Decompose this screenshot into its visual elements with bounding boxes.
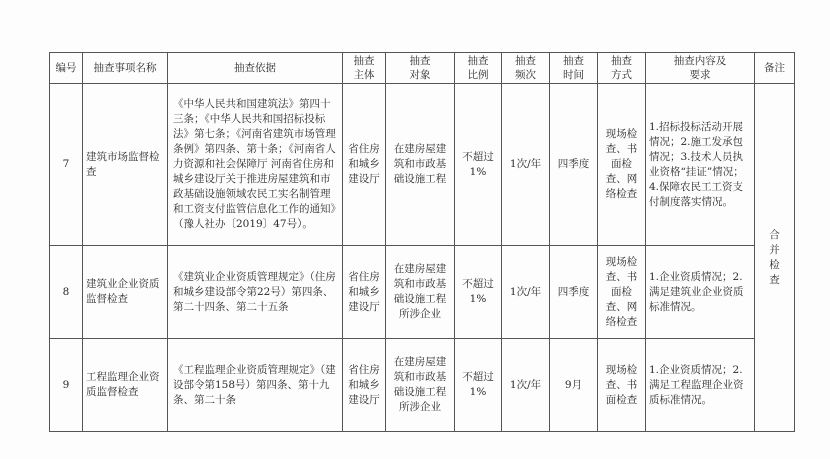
header-freq bbox=[502, 53, 550, 84]
cell-no: 8 bbox=[50, 246, 83, 339]
header-ratio bbox=[455, 53, 502, 84]
cell-method: 现场检查、书面检查 bbox=[598, 339, 646, 432]
cell-basis: 《工程监理企业资质管理规定》（建设部令第158号）第四条、第十九条、第二十条 bbox=[168, 339, 343, 432]
cell-subject: 省住房和城乡建设厅 bbox=[343, 339, 386, 432]
header-subject-text: 抽查主体 bbox=[353, 55, 375, 81]
header-time bbox=[550, 53, 598, 84]
cell-target: 在建房屋建筑和市政基础设施工程所涉企业 bbox=[386, 246, 455, 339]
cell-content: 1.企业资质情况；2.满足工程监理企业资质标准情况。 bbox=[646, 339, 755, 432]
cell-time: 9月 bbox=[550, 339, 598, 432]
cell-name: 建筑市场监督检查 bbox=[83, 84, 168, 246]
cell-no: 9 bbox=[50, 339, 83, 432]
cell-name: 工程监理企业资质监督检查 bbox=[83, 339, 168, 432]
cell-target: 在建房屋建筑和市政基础设施工程 bbox=[386, 84, 455, 246]
cell-subject: 省住房和城乡建设厅 bbox=[343, 246, 386, 339]
remark-text: 合并检查 bbox=[769, 228, 780, 286]
inspection-table bbox=[49, 52, 795, 432]
header-basis: 抽查依据 bbox=[168, 53, 343, 84]
header-name: 抽查事项名称 bbox=[83, 53, 168, 84]
cell-time: 四季度 bbox=[550, 84, 598, 246]
cell-name: 建筑业企业资质监督检查 bbox=[83, 246, 168, 339]
cell-content: 1.招标投标活动开展情况；2.施工发承包情况；3.技术人员执业资格“挂证”情况；4.保障农民工工资支付制度落实情况。 bbox=[646, 84, 755, 246]
header-row bbox=[50, 53, 795, 84]
header-freq-text: 抽查频次 bbox=[514, 55, 536, 81]
header-target-text: 抽查对象 bbox=[409, 55, 431, 81]
cell-time: 四季度 bbox=[550, 246, 598, 339]
cell-method: 现场检查、书面检查、网络检查 bbox=[598, 84, 646, 246]
cell-no: 7 bbox=[50, 84, 83, 246]
cell-freq: 1次/年 bbox=[502, 339, 550, 432]
header-method-text: 抽查方式 bbox=[610, 55, 632, 81]
cell-remark bbox=[755, 84, 795, 432]
header-target bbox=[386, 53, 455, 84]
table-row bbox=[50, 246, 795, 339]
header-subject bbox=[343, 53, 386, 84]
cell-basis: 《中华人民共和国建筑法》第四十三条；《中华人民共和国招标投标法》第七条；《河南省建筑市场管理条例》第四条、第十条；《河南省人力资源和社会保障厅 河南省住房和城乡建设厅关于推进房屋建筑和市政基础设施领域农民工实名制管理和工资支付监管信息化工作的通知》（豫人社办〔2019〕47号）。 bbox=[168, 84, 343, 246]
cell-freq: 1次/年 bbox=[502, 84, 550, 246]
cell-subject: 省住房和城乡建设厅 bbox=[343, 84, 386, 246]
cell-method: 现场检查、书面检查、网络检查 bbox=[598, 246, 646, 339]
cell-target: 在建房屋建筑和市政基础设施工程所涉企业 bbox=[386, 339, 455, 432]
cell-ratio: 不超过1% bbox=[455, 84, 502, 246]
cell-ratio: 不超过1% bbox=[455, 246, 502, 339]
cell-freq: 1次/年 bbox=[502, 246, 550, 339]
table-row bbox=[50, 339, 795, 432]
cell-content: 1.企业资质情况；2.满足建筑业企业资质标准情况。 bbox=[646, 246, 755, 339]
cell-basis: 《建筑业企业资质管理规定》（住房和城乡建设部令第22号）第四条、第二十四条、第二十五条 bbox=[168, 246, 343, 339]
header-no: 编号 bbox=[50, 53, 83, 84]
cell-ratio: 不超过1% bbox=[455, 339, 502, 432]
header-time-text: 抽查时间 bbox=[562, 55, 584, 81]
header-method bbox=[598, 53, 646, 84]
header-content-text: 抽查内容及要求 bbox=[673, 55, 727, 81]
table-row bbox=[50, 84, 795, 246]
header-remark: 备注 bbox=[755, 53, 795, 84]
header-ratio-text: 抽查比例 bbox=[467, 55, 489, 81]
header-content bbox=[646, 53, 755, 84]
